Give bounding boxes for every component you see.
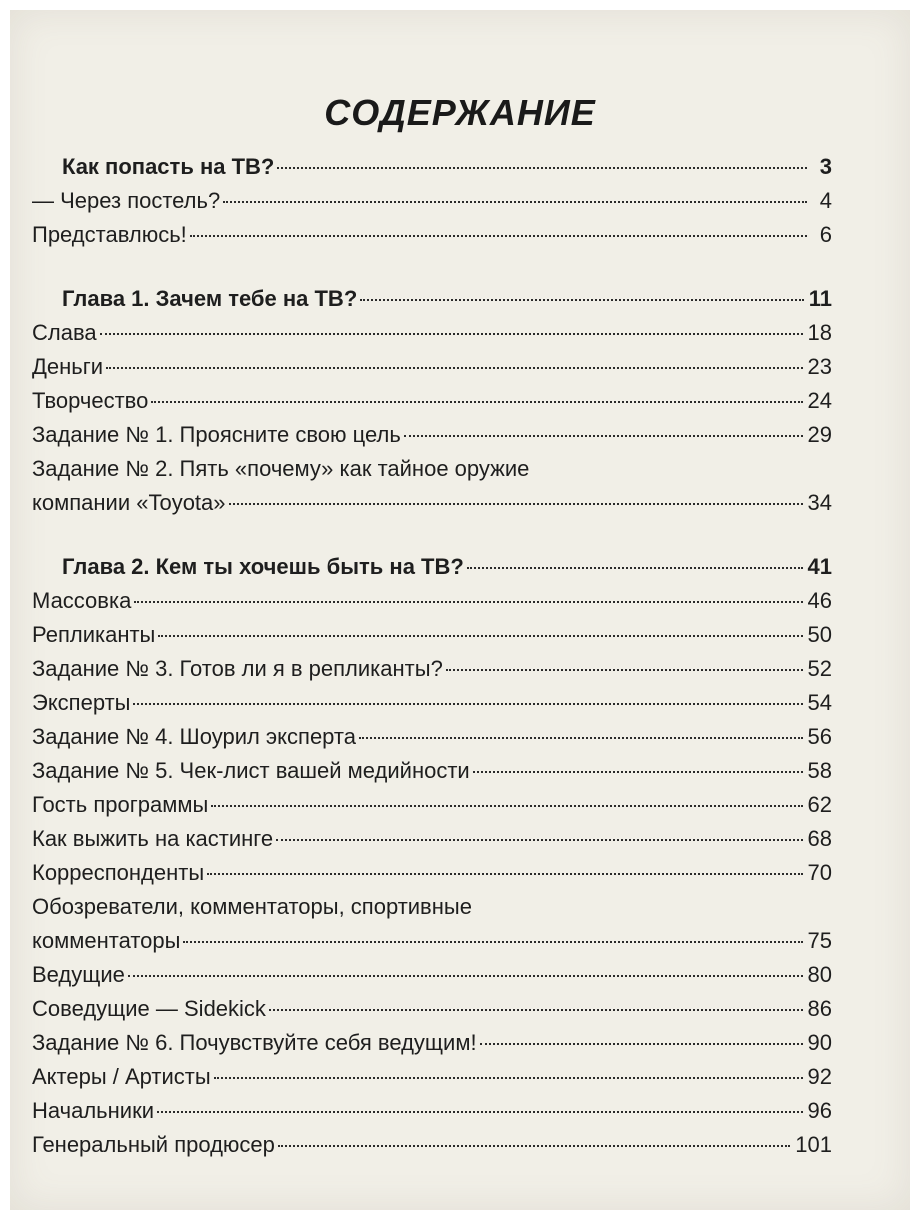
toc-entry-title: Задание № 6. Почувствуйте себя ведущим! [32,1030,477,1055]
dot-leader [229,503,803,505]
toc-entry-title: Представлюсь! [32,222,187,247]
dot-leader [359,737,803,739]
toc-entry[interactable] [32,652,832,686]
dot-leader [404,435,803,437]
toc-page-number: 24 [807,388,832,413]
toc-entry[interactable] [32,754,832,788]
toc-entry[interactable] [32,1026,832,1060]
toc-entry[interactable] [32,618,832,652]
dot-leader [183,941,802,943]
toc-page-number: 58 [807,758,832,783]
toc-entry[interactable] [32,958,832,992]
toc-entry[interactable] [32,584,832,618]
toc-page-number: 86 [807,996,832,1021]
toc-entry-title: Начальники [32,1098,154,1123]
toc-page-number: 3 [819,154,832,179]
toc-entry-title: — Через постель? [32,188,221,213]
toc-page-number: 96 [807,1098,832,1123]
toc-page-number: 6 [819,222,832,247]
toc-entry[interactable] [32,486,832,520]
toc-entry[interactable] [32,924,832,958]
toc-entry-title: Массовка [32,588,132,613]
toc-entry-line: Обозреватели, комментаторы, спортивные [32,894,472,919]
dot-leader [151,401,802,403]
toc-entry[interactable] [32,384,832,418]
dot-leader [473,771,803,773]
dot-leader [480,1043,803,1045]
toc-entry[interactable] [32,686,832,720]
dot-leader [214,1077,803,1079]
toc-entry[interactable] [32,1128,832,1162]
book-page [10,10,910,1210]
toc-page-number: 46 [807,588,832,613]
dot-leader [100,333,803,335]
toc-page-number: 68 [807,826,832,851]
toc-entry-title: Задание № 4. Шоурил эксперта [32,724,356,749]
toc-page-number: 4 [819,188,832,213]
toc-entry-title: Корреспонденты [32,860,205,885]
toc-page-number: 34 [807,490,832,515]
toc-page-number: 11 [808,286,832,311]
toc-page-number: 56 [807,724,832,749]
toc-entry-title: Задание № 1. Проясните свою цель [32,422,401,447]
dot-leader [106,367,802,369]
dot-leader [467,567,803,569]
toc-page-number: 75 [807,928,832,953]
toc-entry[interactable] [32,1094,832,1128]
toc-entry-title: Глава 2. Кем ты хочешь быть на ТВ? [62,554,464,579]
toc-page-number: 101 [795,1132,832,1157]
toc-entry[interactable] [32,788,832,822]
toc-entry[interactable] [32,350,832,384]
toc-page-number: 62 [807,792,832,817]
toc-entry[interactable] [32,218,832,252]
toc-page-number: 52 [807,656,832,681]
dot-leader [211,805,802,807]
dot-leader [190,235,807,237]
section-gap [32,520,832,550]
toc-entry-title: Соведущие — Sidekick [32,996,266,1021]
toc-entry-title: комментаторы [32,928,181,953]
toc-page-number: 41 [807,554,832,579]
dot-leader [134,601,802,603]
dot-leader [223,201,807,203]
toc-page-number: 92 [807,1064,832,1089]
toc-page-number: 90 [807,1030,832,1055]
dot-leader [269,1009,803,1011]
dot-leader [360,299,803,301]
toc-entry-title: Репликанты [32,622,156,647]
dot-leader [446,669,803,671]
toc-page-number: 50 [807,622,832,647]
dot-leader [157,1111,803,1113]
table-of-contents [32,150,832,1162]
dot-leader [207,873,802,875]
dot-leader [133,703,802,705]
toc-entry-title: компании «Toyota» [32,490,226,515]
toc-page-number: 70 [807,860,832,885]
toc-entry[interactable] [32,316,832,350]
dot-leader [128,975,803,977]
toc-page-number: 29 [807,422,832,447]
toc-entry-title: Эксперты [32,690,131,715]
dot-leader [276,839,802,841]
toc-title: СОДЕРЖАНИЕ [324,92,596,133]
toc-chapter-entry[interactable] [32,150,832,184]
toc-chapter-entry[interactable] [32,550,832,584]
toc-page-number: 23 [807,354,832,379]
toc-entry[interactable] [32,184,832,218]
toc-entry-line: Задание № 2. Пять «почему» как тайное оружие [32,456,530,481]
toc-entry-title: Деньги [32,354,104,379]
toc-entry-title: Глава 1. Зачем тебе на ТВ? [62,286,358,311]
toc-entry-title: Слава [32,320,97,345]
toc-chapter-entry[interactable] [32,282,832,316]
toc-entry-title: Актеры / Артисты [32,1064,211,1089]
toc-entry-title: Как выжить на кастинге [32,826,274,851]
toc-entry-title: Творчество [32,388,149,413]
toc-entry[interactable] [32,992,832,1026]
toc-entry[interactable] [32,720,832,754]
toc-entry-title: Гость программы [32,792,209,817]
toc-page-number: 18 [807,320,832,345]
toc-entry[interactable] [32,418,832,452]
dot-leader [277,167,807,169]
toc-page-number: 54 [807,690,832,715]
dot-leader [278,1145,790,1147]
toc-entry[interactable] [32,822,832,856]
toc-entry-title: Задание № 3. Готов ли я в репликанты? [32,656,443,681]
toc-entry[interactable] [32,856,832,890]
toc-entry[interactable] [32,1060,832,1094]
toc-entry-title: Ведущие [32,962,125,987]
toc-entry-title: Генеральный продюсер [32,1132,275,1157]
toc-entry-title: Как попасть на ТВ? [62,154,275,179]
toc-entry-title: Задание № 5. Чек-лист вашей медийности [32,758,470,783]
section-gap [32,252,832,282]
dot-leader [158,635,802,637]
toc-page-number: 80 [807,962,832,987]
